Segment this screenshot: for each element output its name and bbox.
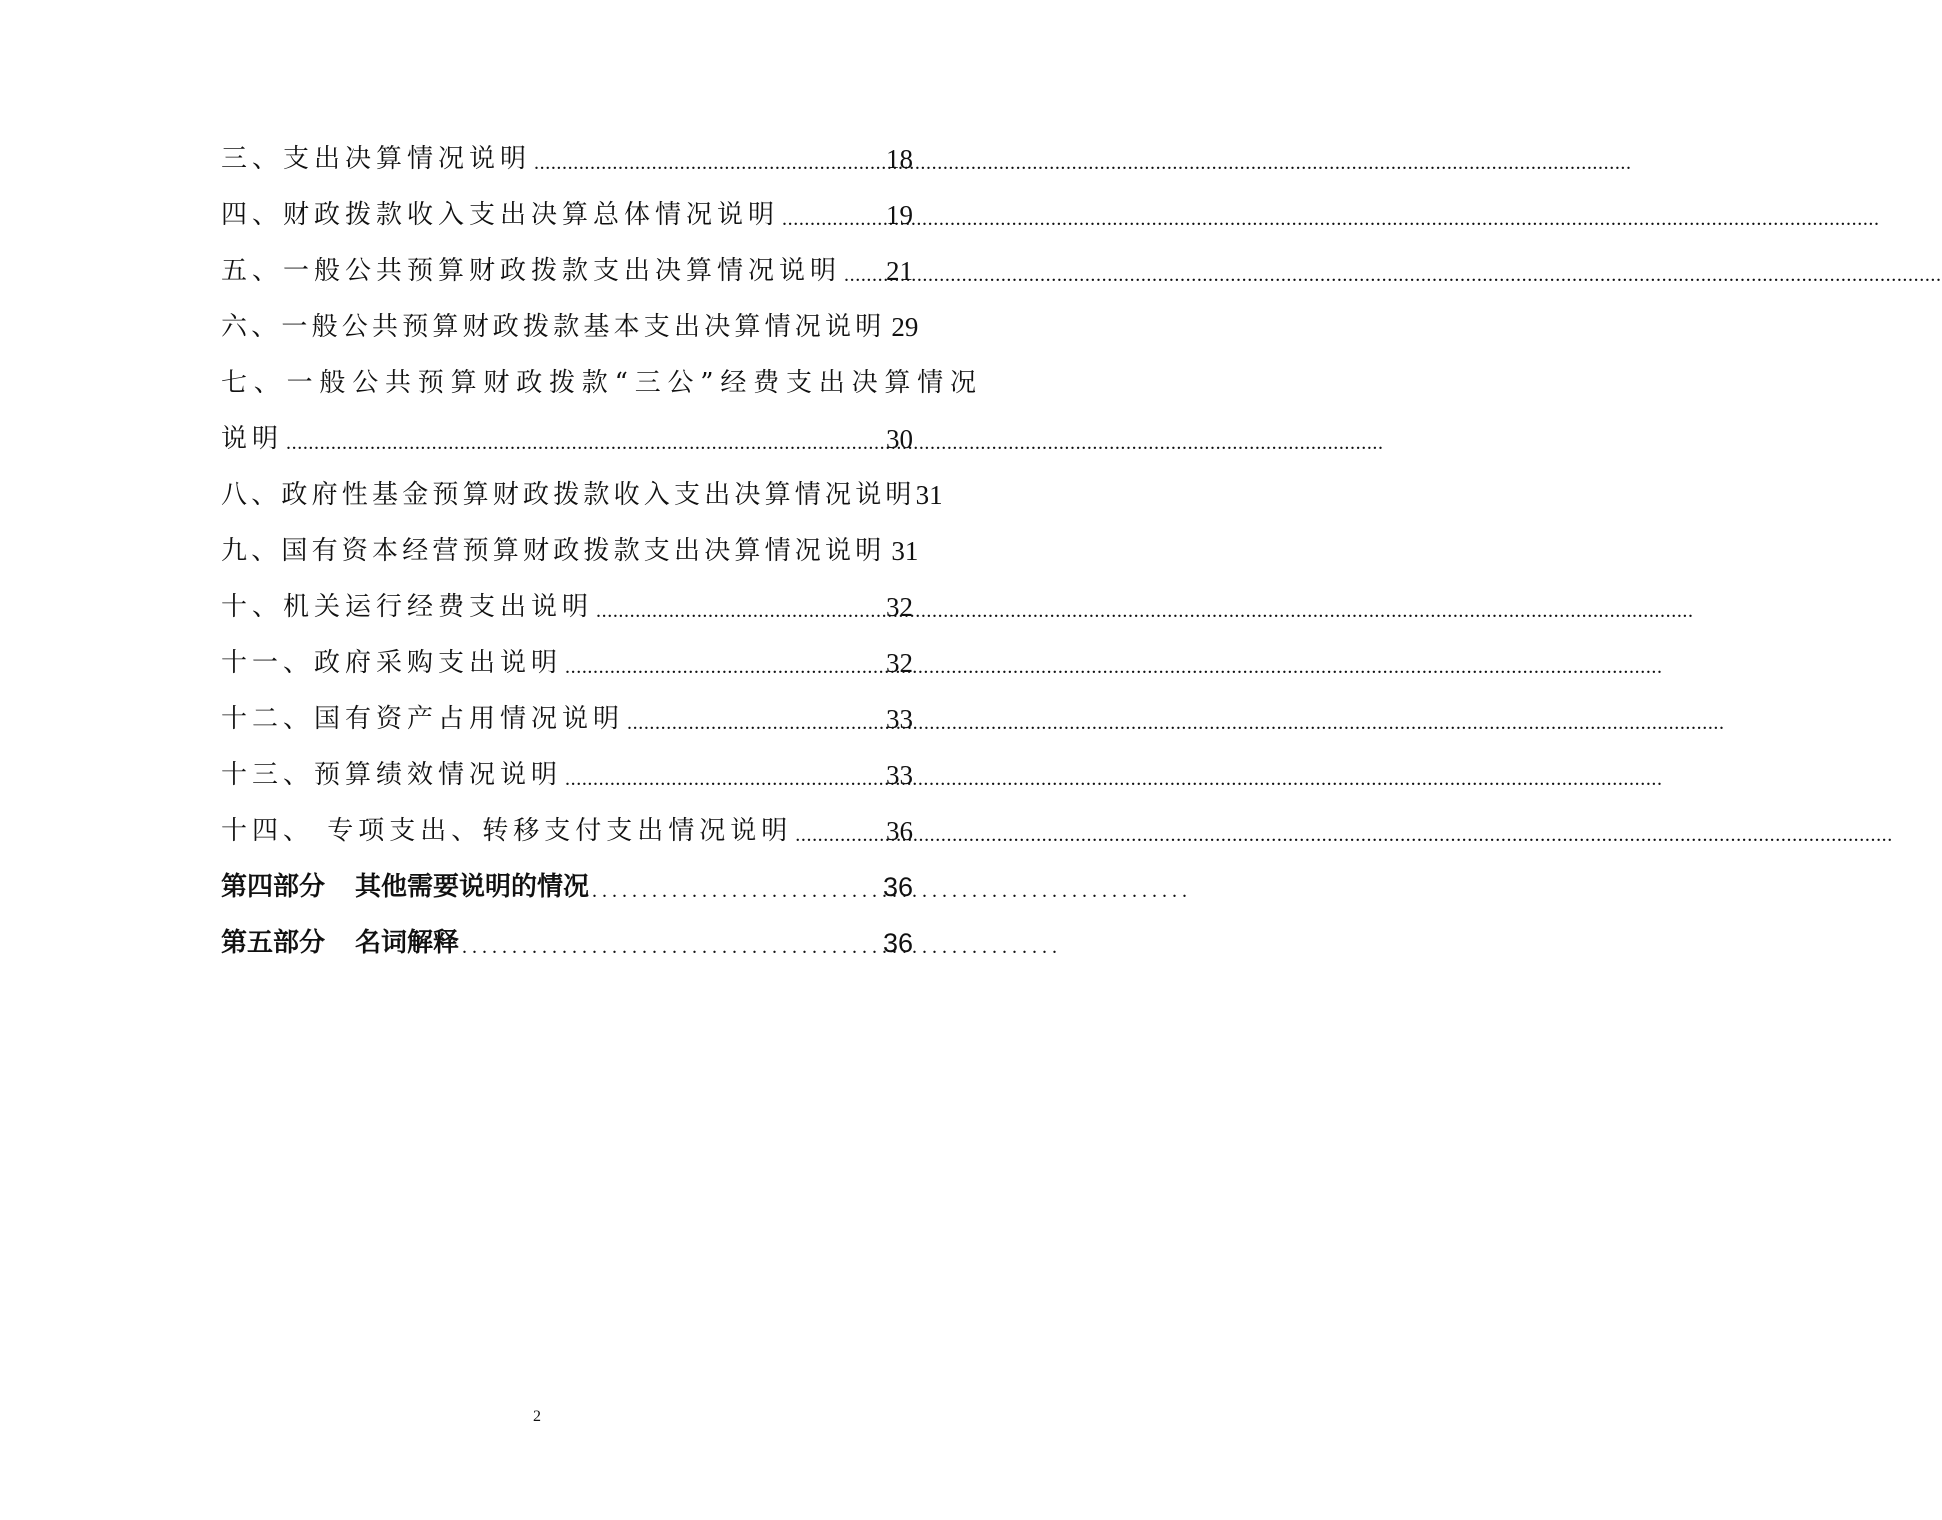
toc-entry-label: 八、政府性基金预算财政拨款收入支出决算情况说明 (221, 480, 916, 510)
dot-leader (462, 919, 880, 975)
toc-entry-page: 36 (882, 872, 913, 902)
toc-entry[interactable] (221, 579, 913, 635)
toc-entry-page: 31 (915, 480, 943, 510)
toc-entry[interactable] (221, 747, 913, 803)
toc-entry-wrapped-second-line[interactable] (221, 411, 913, 467)
toc-part-entry[interactable] (221, 859, 913, 915)
toc-entry-page: 29 (891, 312, 919, 342)
toc-entry-label: 十二、国有资产占用情况说明 (221, 704, 625, 734)
toc-entry[interactable] (221, 635, 913, 691)
dot-leader (592, 863, 880, 919)
dot-leader (844, 247, 883, 303)
toc-entry-page: 32 (886, 592, 913, 622)
toc-entry[interactable] (221, 187, 913, 243)
toc-entry-wrapped-first-line[interactable] (221, 355, 983, 411)
toc-entry-page: 36 (886, 816, 913, 846)
toc-entry-label: 十三、预算绩效情况说明 (221, 760, 563, 790)
toc-part-number: 第五部分 (221, 928, 326, 958)
toc-entry-page: 21 (886, 256, 913, 286)
dot-leader (286, 415, 883, 471)
toc-entry-page: 32 (886, 648, 913, 678)
toc-entry[interactable] (221, 299, 919, 355)
toc-entry-label: 六、一般公共预算财政拨款基本支出决算情况说明 (221, 312, 886, 342)
toc-entry-page: 19 (886, 200, 913, 230)
toc-part-label (221, 859, 589, 915)
toc-entry[interactable] (221, 131, 913, 187)
toc-entry[interactable] (221, 243, 913, 299)
toc-entry-label: 九、国有资本经营预算财政拨款支出决算情况说明 (221, 536, 886, 566)
toc-entry-label: 四、财政拨款收入支出决算总体情况说明 (221, 200, 780, 230)
toc-entry-label: 十一、政府采购支出说明 (221, 648, 563, 678)
toc-entry-label: 七、一般公共预算财政拨款“三公”经费支出决算情况 (221, 368, 983, 398)
toc-part-title: 其他需要说明的情况 (355, 872, 590, 902)
dot-leader (795, 807, 883, 863)
dot-leader (565, 639, 883, 695)
toc-entry-page: 33 (886, 704, 913, 734)
toc-part-label (221, 915, 459, 971)
toc-entry-label: 三、支出决算情况说明 (221, 144, 532, 174)
toc-part-number: 第四部分 (221, 872, 326, 902)
toc-entry-label: 说明 (221, 424, 284, 454)
toc-part-title: 名词解释 (355, 928, 460, 958)
dot-leader (565, 751, 883, 807)
toc-entry[interactable] (221, 803, 913, 859)
page-number: 2 (533, 1408, 541, 1425)
toc-entry-page: 30 (886, 424, 913, 454)
toc-entry[interactable] (221, 691, 913, 747)
toc-entry[interactable] (221, 467, 943, 523)
toc-entry-page: 31 (891, 536, 919, 566)
toc-entry-label: 十、机关运行经费支出说明 (221, 592, 594, 622)
toc-entry-page: 18 (886, 144, 913, 174)
table-of-contents (221, 131, 983, 971)
toc-part-entry[interactable] (221, 915, 913, 971)
toc-entry-page: 36 (882, 928, 913, 958)
toc-entry-page: 33 (886, 760, 913, 790)
dot-leader (627, 695, 883, 751)
toc-entry-label: 五、一般公共预算财政拨款支出决算情况说明 (221, 256, 842, 286)
dot-leader (782, 191, 883, 247)
dot-leader (596, 583, 883, 639)
dot-leader (534, 135, 883, 191)
toc-entry-label: 十四、 专项支出、转移支付支出情况说明 (221, 816, 793, 846)
toc-entry[interactable] (221, 523, 919, 579)
